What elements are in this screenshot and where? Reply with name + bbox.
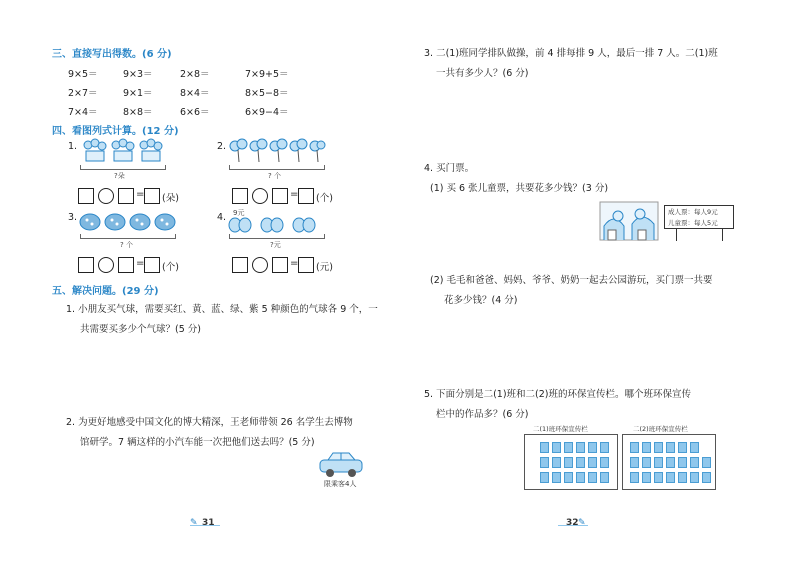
question-4-sub-1: (1) 买 6 张儿童票，共要花多少钱？(3 分) — [430, 183, 609, 194]
calc-r3-c2: 8×8＝ — [123, 107, 153, 118]
item-4-unit: (元) — [316, 262, 333, 273]
artwork-cell — [642, 457, 651, 468]
artwork-cell — [576, 442, 585, 453]
question-4-title: 4. 买门票。 — [424, 163, 475, 174]
bouquet-1 — [84, 139, 106, 161]
artwork-cell — [600, 442, 609, 453]
item-1-question: ?朵 — [114, 172, 125, 180]
artwork-cell — [540, 457, 549, 468]
poster-1-title: 二(1)班环保宣传栏 — [533, 425, 588, 433]
item-1-number: 1. — [68, 141, 78, 152]
calc-r1-c2: 9×3＝ — [123, 69, 153, 80]
bouquet-2 — [112, 139, 134, 161]
artwork-cell — [564, 442, 573, 453]
brace-2 — [229, 165, 325, 170]
page-number-31: 31 — [202, 518, 215, 528]
artwork-cell — [690, 457, 699, 468]
artwork-cell — [702, 472, 711, 483]
equals-sign-1: = — [136, 189, 145, 200]
artwork-cell — [678, 442, 687, 453]
item-3-unit: (个) — [162, 262, 179, 273]
operator-circle-4[interactable] — [252, 257, 268, 273]
brace-1 — [80, 165, 166, 170]
brace-4 — [229, 234, 325, 239]
calc-r1-c3: 2×8＝ — [180, 69, 210, 80]
operator-circle-1[interactable] — [98, 188, 114, 204]
calc-r3-c1: 7×4＝ — [68, 107, 98, 118]
question-5-line-2: 栏中的作品多？(6 分) — [436, 409, 529, 420]
calc-r1-c1: 9×5＝ — [68, 69, 98, 80]
calc-r3-c4: 6×9−4＝ — [245, 107, 289, 118]
page-number-32: 32 — [566, 518, 579, 528]
artwork-cell — [702, 457, 711, 468]
artwork-cell — [666, 457, 675, 468]
artwork-cell — [678, 472, 687, 483]
calc-r1-c4: 7×9+5＝ — [245, 69, 289, 80]
item-1-unit: (朵) — [162, 193, 179, 204]
artwork-cell — [666, 442, 675, 453]
artwork-cell — [630, 457, 639, 468]
artwork-cell — [552, 472, 561, 483]
answer-box-3a[interactable] — [78, 257, 94, 273]
question-2-line-1: 2. 为更好地感受中国文化的博大精深，王老师带领 26 名学生去博物 — [66, 417, 353, 428]
answer-box-2a[interactable] — [232, 188, 248, 204]
question-1-line-1: 1. 小朋友买气球，需要买红、黄、蓝、绿、紫 5 种颜色的气球各 9 个，一 — [66, 304, 378, 315]
artwork-cell — [690, 472, 699, 483]
question-4-sub-2-line-2: 花多少钱？(4 分) — [444, 295, 518, 306]
question-2-line-2: 馆研学。7 辆这样的小汽车能一次把他们送去吗？(5 分) — [80, 437, 315, 448]
adult-ticket-price: 成人票：每人9元 — [668, 208, 718, 216]
calc-r2-c2: 9×1＝ — [123, 88, 153, 99]
calc-r2-c3: 8×4＝ — [180, 88, 210, 99]
artwork-cell — [600, 472, 609, 483]
artwork-cell — [552, 457, 561, 468]
equals-sign-2: = — [290, 189, 299, 200]
question-1-line-2: 共需要买多少个气球？(5 分) — [80, 324, 201, 335]
item-2-question: ? 个 — [268, 172, 281, 180]
balloon-bunches-figure — [227, 138, 327, 164]
artwork-cell — [564, 457, 573, 468]
answer-box-4a[interactable] — [232, 257, 248, 273]
artwork-cell — [666, 472, 675, 483]
answer-box-3c[interactable] — [144, 257, 160, 273]
bouquet-3 — [140, 139, 162, 161]
pencil-icon-right: ✎ — [578, 518, 586, 528]
item-2-number: 2. — [217, 141, 227, 152]
artwork-cell — [576, 457, 585, 468]
child-ticket-price: 儿童票：每人5元 — [668, 219, 718, 227]
section-4-title: 四、看图列式计算。(12 分) — [52, 126, 179, 137]
item-4-price: 9元 — [233, 209, 245, 217]
calc-r3-c3: 6×6＝ — [180, 107, 210, 118]
calc-r2-c1: 2×7＝ — [68, 88, 98, 99]
answer-box-4c[interactable] — [298, 257, 314, 273]
item-3-number: 3. — [68, 212, 78, 223]
sign-post-left — [676, 229, 677, 241]
question-5-line-1: 5. 下面分别是二(1)班和二(2)班的环保宣传栏。哪个班环保宣传 — [424, 389, 691, 400]
artwork-cell — [630, 472, 639, 483]
park-gate-illustration — [598, 200, 660, 242]
answer-box-4b[interactable] — [272, 257, 288, 273]
artwork-cell — [564, 472, 573, 483]
answer-box-2c[interactable] — [298, 188, 314, 204]
answer-box-1a[interactable] — [78, 188, 94, 204]
artwork-cell — [588, 472, 597, 483]
item-2-unit: (个) — [316, 193, 333, 204]
bun-pairs-figure — [227, 216, 327, 234]
grape-bunches-figure — [78, 210, 178, 234]
calc-r2-c4: 8×5−8＝ — [245, 88, 289, 99]
artwork-cell — [540, 442, 549, 453]
sign-post-right — [722, 229, 723, 241]
car-capacity-label: 限乘客4人 — [324, 480, 357, 488]
answer-box-1b[interactable] — [118, 188, 134, 204]
artwork-cell — [654, 457, 663, 468]
artwork-cell — [642, 472, 651, 483]
answer-box-1c[interactable] — [144, 188, 160, 204]
flower-bouquets-figure — [78, 138, 168, 164]
equals-sign-3: = — [136, 258, 145, 269]
artwork-cell — [588, 457, 597, 468]
operator-circle-3[interactable] — [98, 257, 114, 273]
artwork-cell — [540, 472, 549, 483]
operator-circle-2[interactable] — [252, 188, 268, 204]
answer-box-2b[interactable] — [272, 188, 288, 204]
artwork-cell — [588, 442, 597, 453]
item-3-question: ? 个 — [120, 241, 133, 249]
section-3-title: 三、直接写出得数。(6 分) — [52, 49, 172, 60]
car-icon — [318, 450, 364, 478]
artwork-cell — [576, 472, 585, 483]
artwork-cell — [654, 472, 663, 483]
artwork-cell — [654, 442, 663, 453]
question-4-sub-2-line-1: (2) 毛毛和爸爸、妈妈、爷爷、奶奶一起去公园游玩，买门票一共要 — [430, 275, 713, 286]
poster-2-title: 二(2)班环保宣传栏 — [633, 425, 688, 433]
artwork-cell — [642, 442, 651, 453]
question-3-line-1: 3. 二(1)班同学排队做操，前 4 排每排 9 人，最后一排 7 人。二(1)班 — [424, 48, 718, 59]
artwork-cell — [552, 442, 561, 453]
equals-sign-4: = — [290, 258, 299, 269]
question-3-line-2: 一共有多少人？(6 分) — [436, 68, 529, 79]
artwork-cell — [600, 457, 609, 468]
artwork-cell — [678, 457, 687, 468]
item-4-number: 4. — [217, 212, 227, 223]
artwork-cell — [630, 442, 639, 453]
item-4-question: ?元 — [270, 241, 281, 249]
section-5-title: 五、解决问题。(29 分) — [52, 286, 159, 297]
answer-box-3b[interactable] — [118, 257, 134, 273]
artwork-cell — [690, 442, 699, 453]
brace-3 — [80, 234, 176, 239]
pencil-icon-left: ✎ — [190, 518, 198, 528]
